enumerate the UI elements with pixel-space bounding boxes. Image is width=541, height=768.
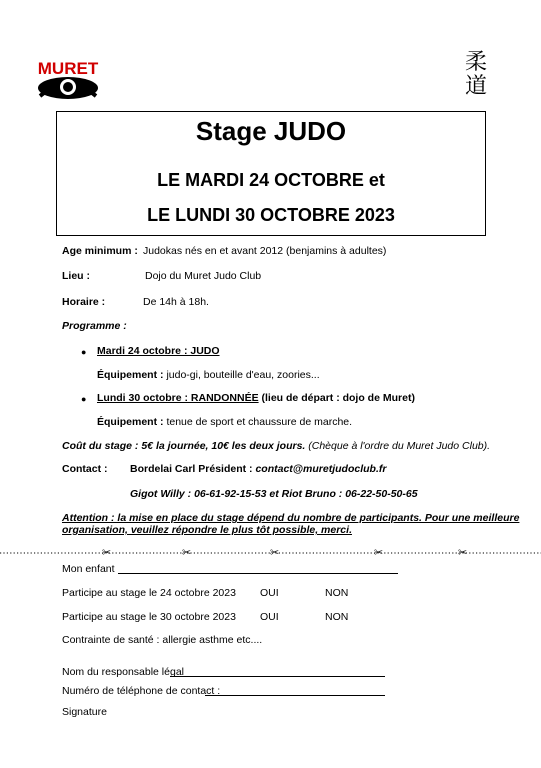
scissors-icon: ✂ xyxy=(102,546,112,558)
cout-label: Coût du stage : xyxy=(62,440,139,452)
title-date-1: LE MARDI 24 OCTOBRE et xyxy=(157,170,385,190)
lieu-value: Dojo du Muret Judo Club xyxy=(145,270,262,282)
form-telephone-field[interactable] xyxy=(205,695,385,696)
attention-line-2: organisation, veuillez répondre le plus tôt possible, merci. xyxy=(62,524,352,536)
lieu-label: Lieu : xyxy=(62,270,90,282)
judo-kanji xyxy=(460,52,492,100)
form-sante: Contrainte de santé : allergie asthme etc.... xyxy=(62,634,263,646)
programme-2-title-extra: (lieu de départ : dojo de Muret) xyxy=(261,392,415,404)
scissors-icon: ✂ xyxy=(270,546,280,558)
cout-note: (Chèque à l'ordre du Muret Judo Club). xyxy=(308,440,491,452)
programme-2-equip-label: Équipement : xyxy=(97,416,164,428)
form-stage-1-oui[interactable]: OUI xyxy=(260,587,279,599)
form-stage-1: Participe au stage le 24 octobre 2023 xyxy=(62,587,236,599)
programme-2-title-main: Lundi 30 octobre : RANDONNÉE xyxy=(97,392,259,404)
scissors-icon: ✂ xyxy=(374,546,384,558)
scissors-icon: ✂ xyxy=(182,546,192,558)
form-signature-label: Signature xyxy=(62,706,107,718)
age-label: Age minimum : xyxy=(62,245,138,257)
muret-judo-logo xyxy=(28,58,108,104)
form-telephone-label: Numéro de téléphone de contact : xyxy=(62,685,221,697)
programme-1-equip xyxy=(97,369,320,381)
contact-line-1 xyxy=(130,463,386,475)
horaire-value: De 14h à 18h. xyxy=(143,296,209,308)
programme-1-title: Mardi 24 octobre : JUDO xyxy=(97,345,220,357)
horaire-label: Horaire : xyxy=(62,296,106,308)
programme-2-equip xyxy=(97,416,352,428)
bullet-1: ● xyxy=(81,347,87,357)
form-stage-2-oui[interactable]: OUI xyxy=(260,611,279,623)
attention-line-1: Attention : la mise en place du stage dépend du nombre de participants. Pour une meilleure xyxy=(62,512,520,524)
programme-1-equip-label: Équipement : xyxy=(97,369,164,381)
age-value: Judokas nés en et avant 2012 (benjamins à adultes) xyxy=(143,245,387,257)
form-enfant-label: Mon enfant xyxy=(62,563,115,575)
contact-president: Bordelai Carl Président : xyxy=(130,463,253,475)
programme-label: Programme : xyxy=(62,320,127,332)
form-stage-1-non[interactable]: NON xyxy=(325,587,349,599)
contact-line-2: Gigot Willy : 06-61-92-15-53 et Riot Bruno : 06-22-50-50-65 xyxy=(130,488,418,500)
kanji-do: 道 xyxy=(464,74,487,99)
logo-text: MURET xyxy=(37,59,99,78)
form-stage-2: Participe au stage le 30 octobre 2023 xyxy=(62,611,236,623)
scissors-icon: ✂ xyxy=(458,546,468,558)
page-title: Stage JUDO xyxy=(195,116,347,146)
contact-label: Contact : xyxy=(62,463,108,475)
programme-2-equip-value: tenue de sport et chaussure de marche. xyxy=(166,416,353,428)
cout-line xyxy=(62,440,490,452)
programme-2-title xyxy=(97,392,415,404)
contact-email[interactable]: contact@muretjudoclub.fr xyxy=(255,463,387,475)
form-stage-2-non[interactable]: NON xyxy=(325,611,349,623)
form-responsable-field[interactable] xyxy=(170,676,385,677)
cout-value: 5€ la journée, 10€ les deux jours. xyxy=(141,440,306,452)
title-date-2: LE LUNDI 30 OCTOBRE 2023 xyxy=(147,205,395,225)
form-responsable-label: Nom du responsable légal xyxy=(62,666,184,678)
form-enfant-field[interactable] xyxy=(118,573,398,574)
kanji-ju: 柔 xyxy=(464,50,487,75)
cut-line xyxy=(0,546,541,558)
programme-1-equip-value: judo-gi, bouteille d'eau, zoories... xyxy=(166,369,320,381)
bullet-2: ● xyxy=(81,394,87,404)
